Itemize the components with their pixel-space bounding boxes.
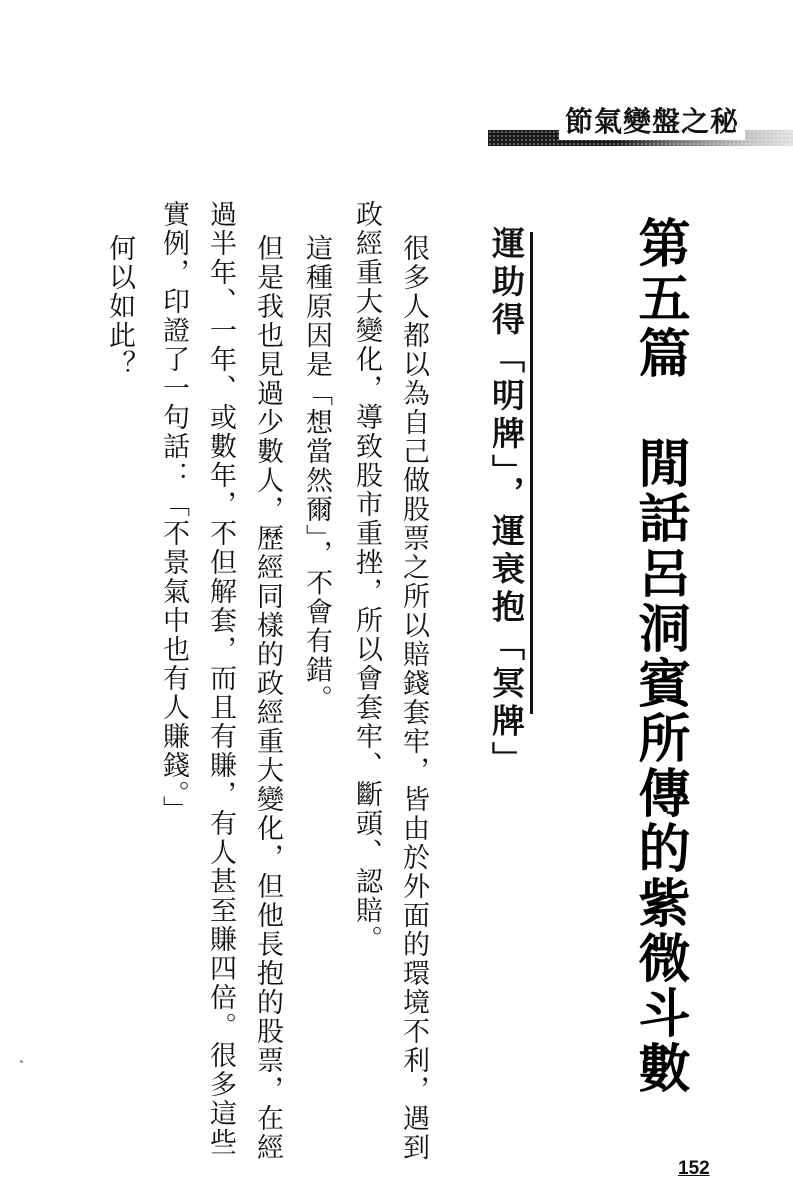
subtitle-divider — [530, 232, 533, 714]
body-line-2: 政經重大變化，導致股市重挫，所以會套牢、斷頭、認賠。 — [351, 200, 382, 954]
body-line-6: 實例，印證了一句話：「不景氣中也有人賺錢。」 — [158, 200, 189, 825]
body-line-5: 過半年、一年、或數年，不但解套，而且有賺，有人甚至賺四倍。很多這些 — [205, 200, 236, 1157]
section-subtitle: 運助得「明牌」，運衰抱「冥牌」 — [487, 226, 526, 780]
body-line-1: 很多人都以為自己做股票之所以賠錢套牢，皆由於外面的環境不利，遇到 — [398, 234, 429, 1162]
chapter-title: 第五篇 閒話呂洞賓所傳的紫微斗數 — [629, 216, 689, 1096]
scan-speck — [20, 1060, 23, 1063]
running-header — [488, 105, 793, 148]
body-line-4: 但是我也見過少數人，歷經同樣的政經重大變化，但他長抱的股票，在經 — [252, 234, 283, 1162]
body-line-7: 何以如此？ — [104, 234, 135, 379]
page-number: 152 — [678, 1158, 710, 1179]
body-line-3: 這種原因是「想當然爾」，不會有錯。 — [301, 234, 332, 714]
book-title: 節氣變盤之秘 — [559, 100, 745, 140]
